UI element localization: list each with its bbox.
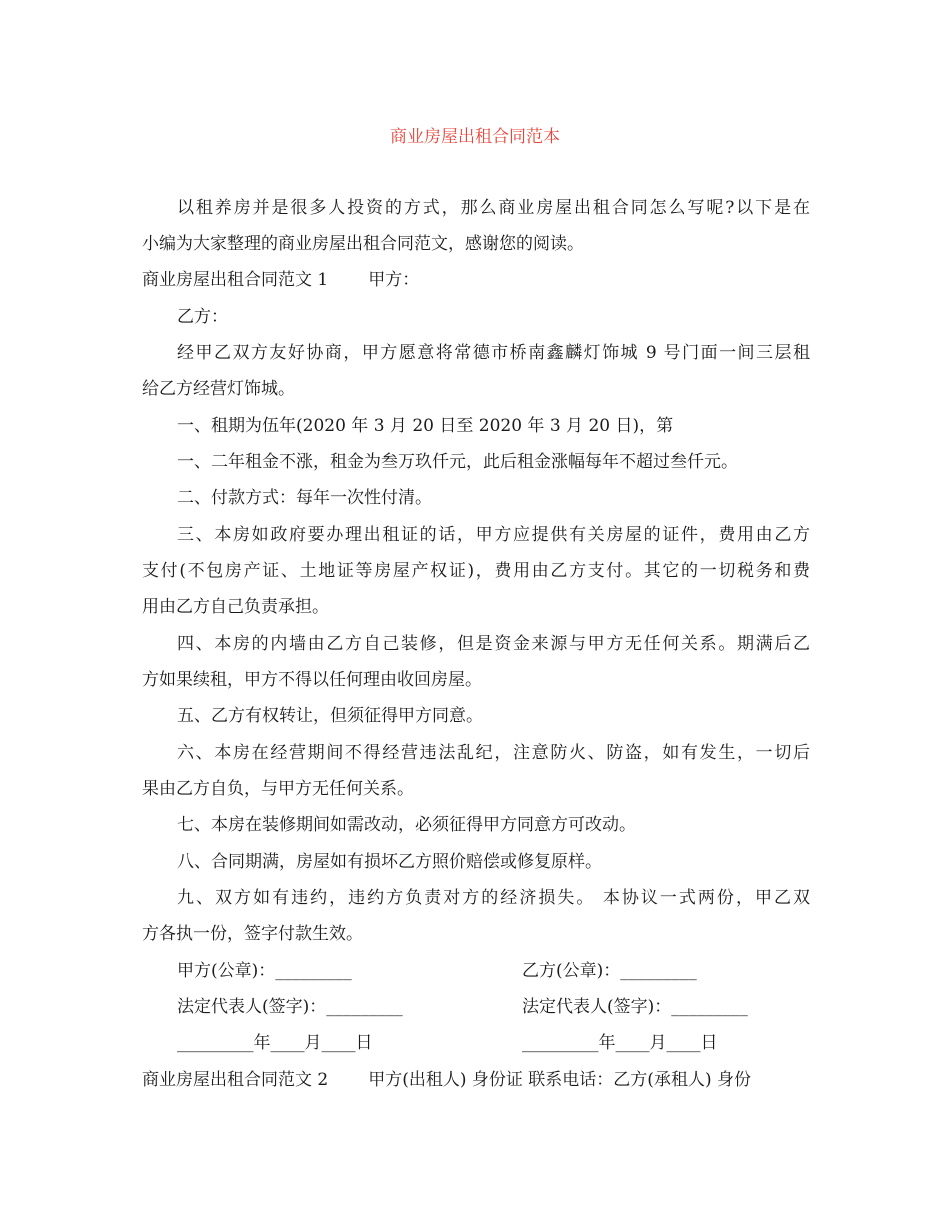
sample2-heading-line	[142, 1068, 751, 1092]
sample1-heading-line	[142, 268, 419, 292]
sample2-parties: 甲方(出租人) 身份证 联系电话：乙方(承租人) 身份	[368, 1070, 751, 1090]
clause-line: 七、本房在装修期间如需改动，必须征得甲方同意方可改动。	[177, 815, 636, 835]
clause-line: 经甲乙双方友好协商，甲方愿意将常德市桥南鑫麟灯饰城 9 号门面一间三层租	[177, 343, 810, 363]
party-a-seal: 甲方(公章)：_________	[177, 961, 352, 981]
clause-line: 六、本房在经营期间不得经营违法乱纪，注意防火、防盗，如有发生，一切后	[177, 743, 810, 763]
clause-line: 九、双方如有违约，违约方负责对方的经济损失。 本协议一式两份，甲乙双	[177, 888, 810, 908]
party-b-seal: 乙方(公章)：_________	[522, 961, 697, 981]
clause-line: 三、本房如政府要办理出租证的话，甲方应提供有关房屋的证件，费用由乙方	[177, 525, 810, 545]
party-a-label: 甲方：	[368, 270, 420, 290]
intro-line-1: 以租养房并是很多人投资的方式，那么商业房屋出租合同怎么写呢?以下是在	[177, 198, 810, 218]
clause-line: 八、合同期满，房屋如有损坏乙方照价赔偿或修复原样。	[177, 852, 602, 872]
intro-line-2: 小编为大家整理的商业房屋出租合同范文，感谢您的阅读。	[142, 234, 584, 254]
clause-line: 用由乙方自己负责承担。	[142, 597, 329, 617]
sample2-heading: 商业房屋出租合同范文 2	[142, 1070, 329, 1090]
party-a-date: _________年____月____日	[177, 1033, 373, 1053]
clause-line: 四、本房的内墙由乙方自己装修，但是资金来源与甲方无任何关系。期满后乙	[177, 634, 810, 654]
clause-line: 支付(不包房产证、土地证等房屋产权证)，费用由乙方支付。其它的一切税务和费	[142, 561, 810, 581]
clause-line: 一、二年租金不涨，租金为叁万玖仟元，此后租金涨幅每年不超过叁仟元。	[177, 452, 738, 472]
party-b-label: 乙方：	[177, 307, 228, 327]
clause-line: 方如果续租，甲方不得以任何理由收回房屋。	[142, 670, 482, 690]
document-title: 商业房屋出租合同范本	[390, 127, 560, 147]
party-b-date: _________年____月____日	[522, 1033, 718, 1053]
clause-line: 一、租期为伍年(2020 年 3 月 20 日至 2020 年 3 月 20 日)，第	[177, 416, 674, 436]
clause-line: 二、付款方式：每年一次性付清。	[177, 488, 432, 508]
party-a-representative: 法定代表人(签字)：_________	[177, 997, 403, 1017]
clause-line: 给乙方经营灯饰城。	[142, 379, 295, 399]
clause-line: 五、乙方有权转让，但须征得甲方同意。	[177, 706, 483, 726]
clause-line: 果由乙方自负，与甲方无任何关系。	[142, 779, 414, 799]
sample1-heading: 商业房屋出租合同范文 1	[142, 270, 329, 290]
clause-line: 方各执一份，签字付款生效。	[142, 924, 363, 944]
party-b-representative: 法定代表人(签字)：_________	[522, 997, 748, 1017]
